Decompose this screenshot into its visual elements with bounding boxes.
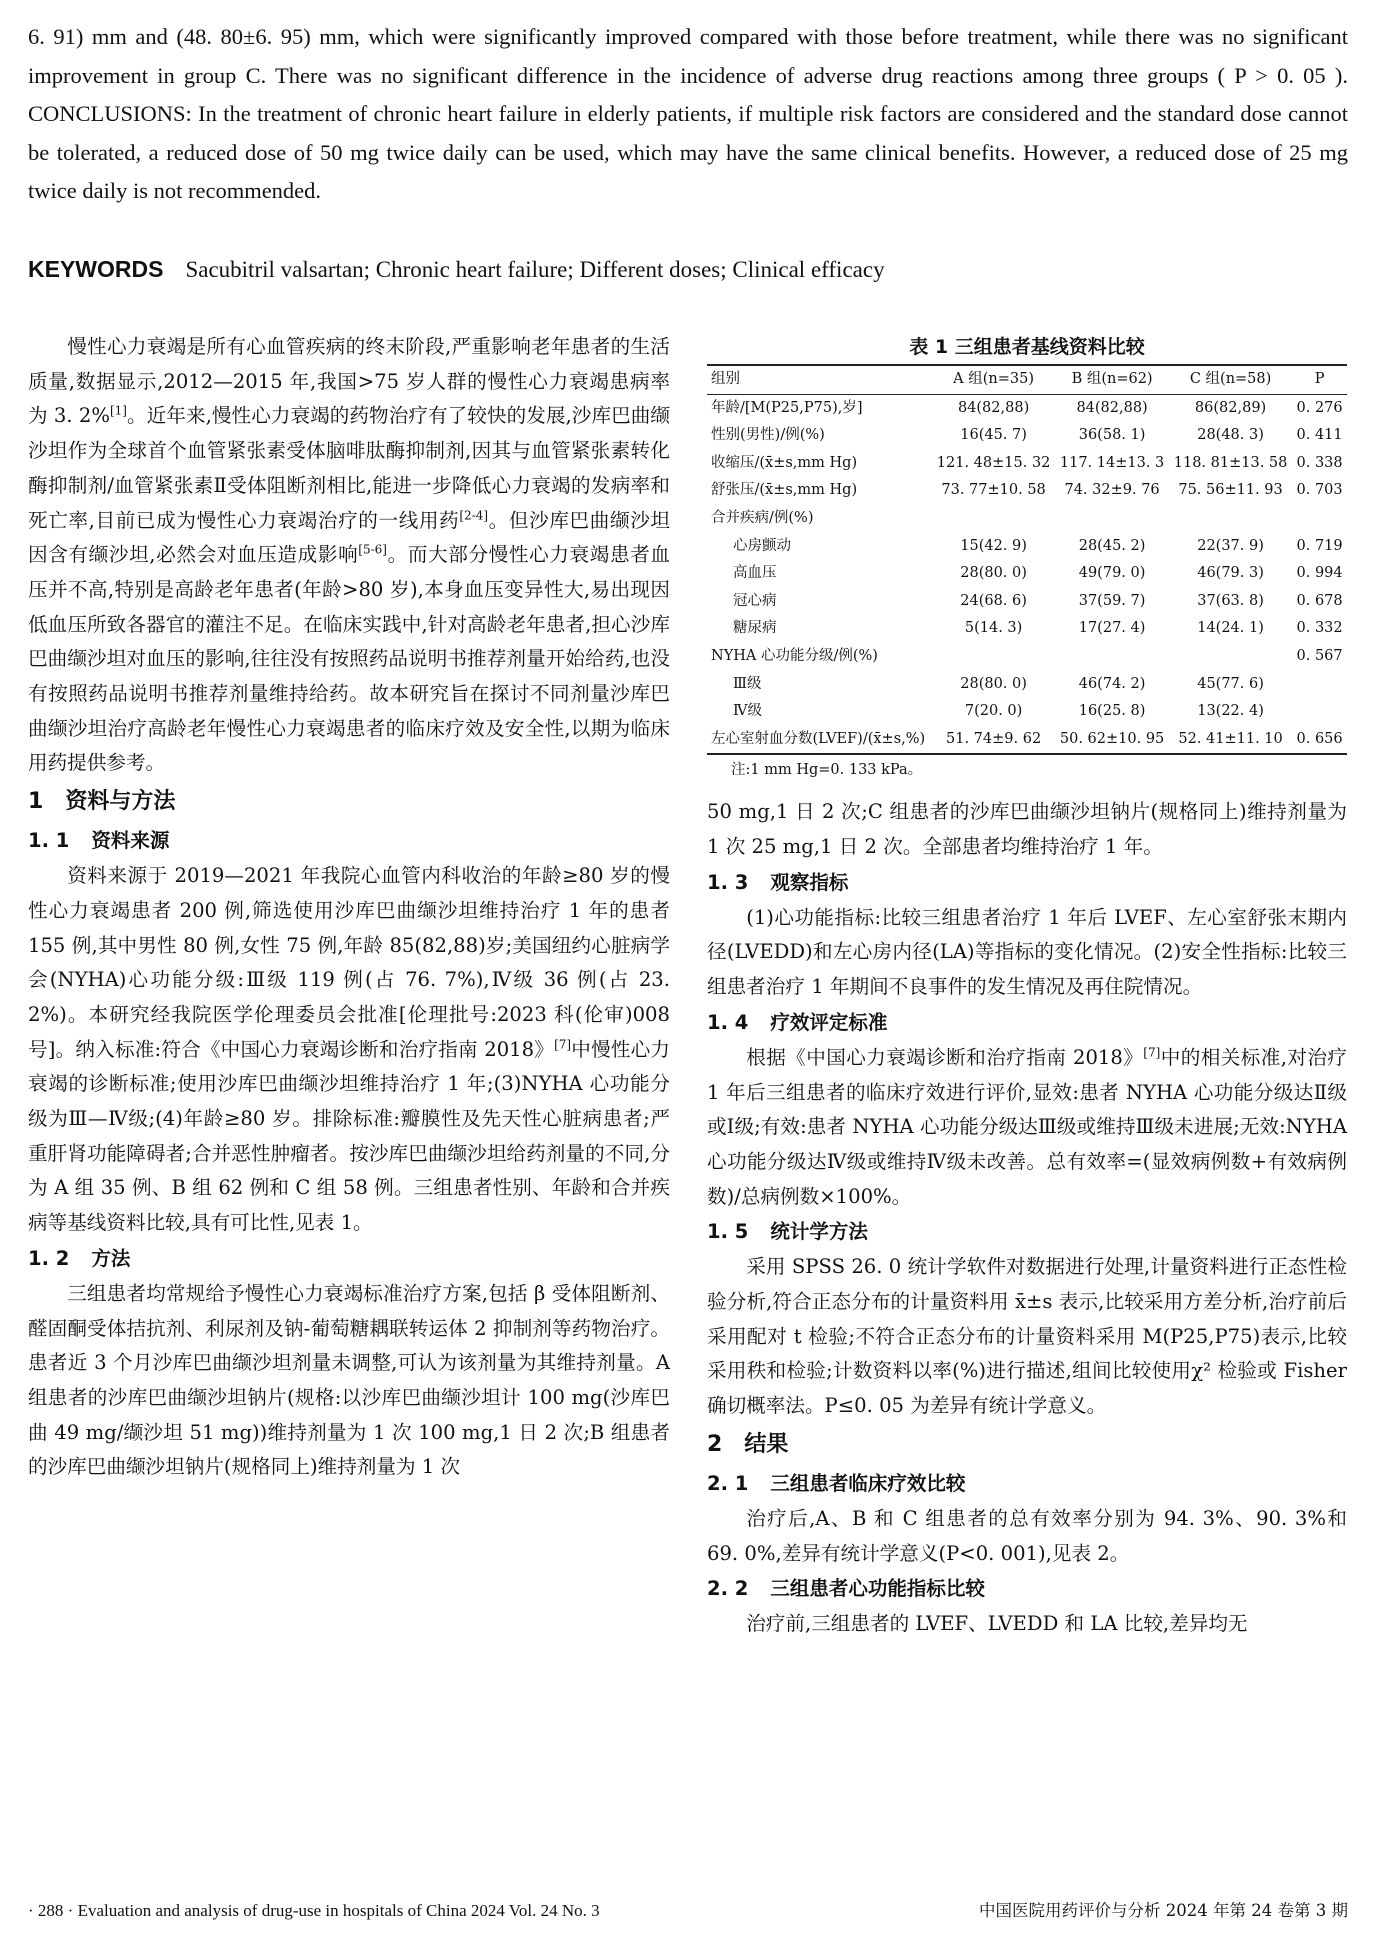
right-column [707, 330, 1347, 1642]
table-row: 糖尿病 5(14. 3) 17(27. 4) 14(24. 1) 0. 332 [733, 620, 1343, 637]
citation: [5-6] [358, 542, 387, 557]
observation-paragraph: (1)心功能指标:比较三组患者治疗 1 年后 LVEF、左心室舒张末期内径(LVEDD)和左心房内径(LA)等指标的变化情况。(2)安全性指标:比较三组患者治疗 1 年期间不良事件的发生情况及再住院情况。 [707, 905, 1347, 999]
method-continued-paragraph: 50 mg,1 日 2 次;C 组患者的沙库巴曲缬沙坦钠片(规格同上)维持剂量为 1 次 25 mg,1 日 2 次。全部患者均维持治疗 1 年。 [707, 800, 1347, 859]
section-heading-1-4: 1. 4 疗效评定标准 [707, 1010, 888, 1034]
section-heading-2: 2 结果 [707, 1431, 789, 1457]
keywords-text: Sacubitril valsartan; Chronic heart failure; Different doses; Clinical efficacy [185, 257, 885, 282]
data-source-paragraph: 资料来源于 2019—2021 年我院心血管内科收治的年龄≥80 岁的慢性心力衰竭患者 200 例,筛选使用沙库巴曲缬沙坦维持治疗 1 年的患者 155 例,其中男性 80 例,女性 75 例,年龄 85(82,88)岁;美国纽约心脏病学会(NYHA)心功能分级:Ⅲ级 119 例(占 76. 7%),Ⅳ级 36 例(占 23. 2%)。本研究经我院医学伦理委员会批准[伦理批号:2023 科(伦审)008 号]。纳入标准:符合《中国心力衰竭诊断和治疗指南 2018》[7]中慢性心力衰竭的诊断标准;使用沙库巴曲缬沙坦维持治疗 1 年;(3)NYHA 心功能分级为Ⅲ—Ⅳ级;(4)年龄≥80 岁。排除标准:瓣膜性及先天性心脏病患者;严重肝肾功能障碍者;合并恶性肿瘤者。按沙库巴曲缬沙坦给药剂量的不同,分为 A 组 35 例、B 组 62 例和 C 组 58 例。三组患者性别、年龄和合并疾病等基线资料比较,具有可比性,见表 1。 [28, 864, 671, 1235]
table-row: 高血压 28(80. 0) 49(79. 0) 46(79. 3) 0. 994 [733, 565, 1343, 582]
citation: [1] [109, 403, 127, 418]
section-heading-1-1: 1. 1 资料来源 [28, 829, 170, 853]
section-heading-1-3: 1. 3 观察指标 [707, 870, 849, 894]
table-header-cell: 组别 [711, 371, 740, 387]
table-row: 心房颤动 15(42. 9) 28(45. 2) 22(37. 9) 0. 719 [733, 537, 1343, 554]
table-header-cell: P [1314, 371, 1325, 387]
table-row: 年龄/[M(P25,P75),岁] 84(82,88) 84(82,88) 86(82,89) 0. 276 [711, 399, 1343, 416]
citation: [7] [1143, 1045, 1161, 1060]
statistics-paragraph: 采用 SPSS 26. 0 统计学软件对数据进行处理,计量资料进行正态性检验分析,符合正态分布的计量资料用 x̄±s 表示,比较采用方差分析,治疗前后采用配对 t 检验;不符合正态分布的计量资料采用 M(P25,P75)表示,比较采用秩和检验;计数资料以率(%)进行描述,组间比较使用χ² 检验或 Fisher 确切概率法。P≤0. 05 为差异有统计学意义。 [707, 1255, 1347, 1418]
footer-right: 中国医院用药评价与分析 2024 年第 24 卷第 3 期 [979, 1901, 1348, 1920]
footer-left: · 288 · Evaluation and analysis of drug-use in hospitals of China 2024 Vol. 24 No. 3 [28, 1901, 600, 1920]
english-abstract [28, 18, 1348, 211]
page-footer [28, 1896, 1348, 1926]
section-heading-1-2: 1. 2 方法 [28, 1246, 131, 1270]
section-heading-1: 1 资料与方法 [28, 789, 176, 815]
citation: [7] [554, 1037, 572, 1052]
table-row: Ⅲ级 28(80. 0) 46(74. 2) 45(77. 6) [733, 675, 1264, 692]
efficacy-criteria-paragraph: 根据《中国心力衰竭诊断和治疗指南 2018》[7]中的相关标准,对治疗 1 年后三组患者的临床疗效进行评价,显效:患者 NYHA 心功能分级达Ⅱ级或Ⅰ级;有效:患者 NYHA 心功能分级达Ⅲ级或维持Ⅲ级未进展;无效:NYHA 心功能分级达Ⅳ级或维持Ⅳ级未改善。总有效率=(显效病例数+有效病例数)/总病例数×100%。 [707, 1045, 1348, 1208]
table-1 [707, 364, 1347, 755]
table-row: 左心室射血分数(LVEF)/(x̄±s,%) 51. 74±9. 62 50. 62±10. 95 52. 41±11. 10 0. 656 [707, 726, 1347, 755]
intro-paragraph: 慢性心力衰竭是所有心血管疾病的终末阶段,严重影响老年患者的生活质量,数据显示,2012—2015 年,我国>75 岁人群的慢性心力衰竭患病率为 3. 2%[1]。近年来,慢性心力衰竭的药物治疗有了较快的发展,沙库巴曲缬沙坦作为全球首个血管紧张素受体脑啡肽酶抑制剂,因其与血管紧张素转化酶抑制剂/血管紧张素Ⅱ受体阻断剂相比,能进一步降低心力衰竭的发病率和死亡率,目前已成为慢性心力衰竭治疗的一线用药[2-4]。但沙库巴曲缬沙坦因含有缬沙坦,必然会对血压造成影响[5-6]。而大部分慢性心力衰竭患者血压并不高,特别是高龄老年患者(年龄>80 岁),本身血压变异性大,易出现因低血压所致各器官的灌注不足。在临床实践中,针对高龄老年患者,担心沙库巴曲缬沙坦对血压的影响,往往没有按照药品说明书推荐剂量开始给药,也没有按照药品说明书推荐剂量维持给药。故本研究旨在探讨不同剂量沙库巴曲缬沙坦治疗高龄老年慢性心力衰竭患者的临床疗效及安全性,以期为临床用药提供参考。 [28, 335, 670, 775]
abstract-text: 6. 91) mm and (48. 80±6. 95) mm, which were significantly improved compared with those before treatment, while there was no significant improvement in group C. There was no significant difference in the incidence of adverse drug reactions among three groups ( P > 0. 05 ). CONCLUSIONS: In the treatment of chronic heart failure in elderly patients, if multiple risk factors are considered and the standard dose cannot be tolerated, a reduced dose of 50 mg twice daily can be used, which may have the same clinical benefits. However, a reduced dose of 25 mg twice daily is not recommended. [28, 24, 1348, 203]
table-row: 性别(男性)/例(%) 16(45. 7) 36(58. 1) 28(48. 3) 0. 411 [711, 427, 1343, 444]
keywords-label: KEYWORDS [28, 256, 164, 282]
section-heading-2-1: 2. 1 三组患者临床疗效比较 [707, 1471, 966, 1495]
citation: [2-4] [459, 507, 489, 522]
result-cardiac-paragraph: 治疗前,三组患者的 LVEF、LVEDD 和 LA 比较,差异均无 [746, 1612, 1248, 1636]
table-row: 收缩压/(x̄±s,mm Hg) 121. 48±15. 32 117. 14±13. 3 118. 81±13. 58 0. 338 [711, 454, 1343, 471]
table-header-cell: A 组(n=35) [953, 371, 1035, 387]
table-row: 冠心病 24(68. 6) 37(59. 7) 37(63. 8) 0. 678 [733, 592, 1343, 609]
table-header-cell: C 组(n=58) [1189, 371, 1272, 387]
table-1-note: 注:1 mm Hg=0. 133 kPa。 [731, 762, 923, 779]
table-row: NYHA 心功能分级/例(%) 0. 567 [711, 647, 1343, 664]
method-paragraph: 三组患者均常规给予慢性心力衰竭标准治疗方案,包括 β 受体阻断剂、醛固酮受体拮抗剂、利尿剂及钠-葡萄糖耦联转运体 2 抑制剂等药物治疗。患者近 3 个月沙库巴曲缬沙坦剂量未调整,可认为该剂量为其维持剂量。A 组患者的沙库巴曲缬沙坦钠片(规格:以沙库巴曲缬沙坦计 100 mg(沙库巴曲 49 mg/缬沙坦 51 mg))维持剂量为 1 次 100 mg,1 日 2 次;B 组患者的沙库巴曲缬沙坦钠片(规格同上)维持剂量为 1 次 [28, 1281, 670, 1479]
section-heading-1-5: 1. 5 统计学方法 [707, 1220, 868, 1244]
section-heading-2-2: 2. 2 三组患者心功能指标比较 [707, 1577, 985, 1601]
keywords-line [28, 252, 1348, 287]
table-header-cell: B 组(n=62) [1071, 371, 1153, 387]
table-header-row [707, 365, 1347, 394]
result-efficacy-paragraph: 治疗后,A、B 和 C 组患者的总有效率分别为 94. 3%、90. 3%和 69. 0%,差异有统计学意义(P<0. 001),见表 2。 [707, 1506, 1347, 1565]
left-column [28, 330, 670, 1485]
table-row: 合并疾病/例(%) [711, 509, 814, 526]
table-1-title: 表 1 三组患者基线资料比较 [909, 336, 1145, 358]
table-row: Ⅳ级 7(20. 0) 16(25. 8) 13(22. 4) [733, 703, 1264, 720]
table-row: 舒张压/(x̄±s,mm Hg) 73. 77±10. 58 74. 32±9. 76 75. 56±11. 93 0. 703 [711, 482, 1343, 499]
